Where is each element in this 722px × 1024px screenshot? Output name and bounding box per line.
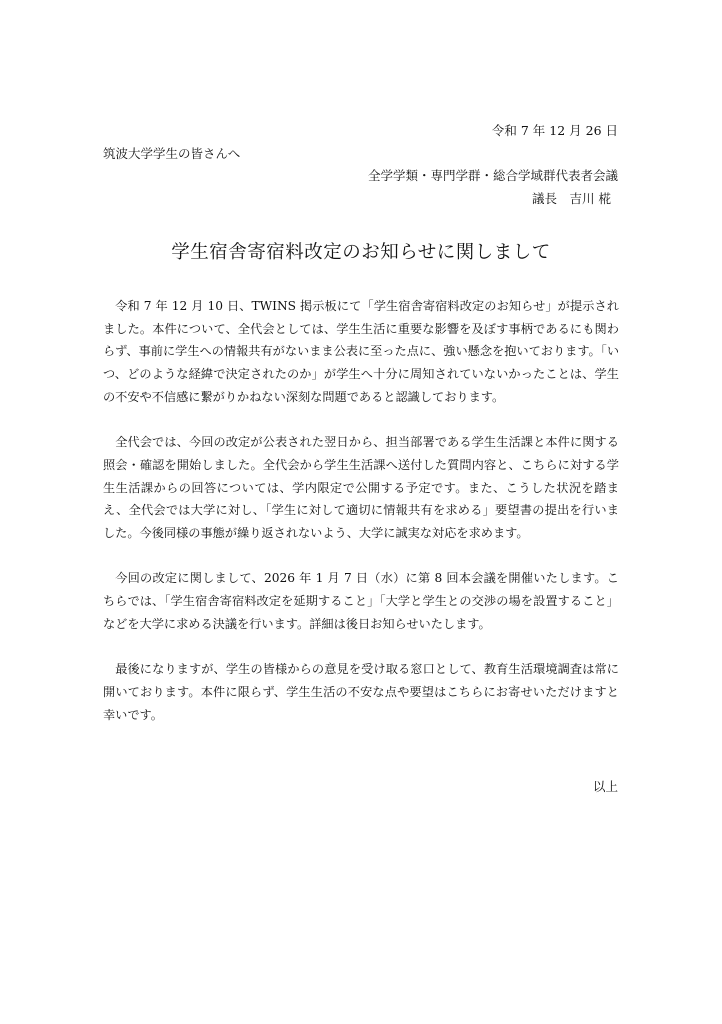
sender-organization: 全学学類・専門学群・総合学域群代表者会議 [367,168,618,183]
body-paragraph: 最後になりますが、学生の皆様からの意見を受け取る窓口として、教育生活環境調査は常に開いております。本件に限らず、学生生活の不安な点や要望はこちらにお寄せいただけますと幸いです。 [103,662,619,722]
letter-date: 令和 7 年 12 月 26 日 [491,123,618,138]
addressee: 筑波大学学生の皆さんへ [103,146,241,161]
letter-body [103,295,619,749]
body-paragraph: 令和 7 年 12 月 10 日、TWINS 掲示板にて「学生宿舎寄宿料改定のお知らせ」が提示されました。本件について、全代会としては、学生生活に重要な影響を及ぼす事柄であるにも関わらず、事前に学生への情報共有がないまま公表に至った点に、強い懸念を抱いております。「いつ、どのような経緯で決定されたのか」が学生へ十分に周知されていないかったことは、学生の不安や不信感に繋がりかねない深刻な問題であると認識しております。 [103,299,620,404]
closing-remark: 以上 [592,779,618,794]
document-title: 学生宿舎寄宿料改定のお知らせに関しまして [171,242,551,263]
body-paragraph: 今回の改定に関しまして、2026 年 1 月 7 日（水）に第 8 回本会議を開催いたします。こちらでは、「学生宿舎寄宿料改定を延期すること」「大学と学生との交渉の場を設置すること」などを大学に求める決議を行います。詳細は後日お知らせいたします。 [103,571,619,631]
body-paragraph: 全代会では、今回の改定が公表された翌日から、担当部署である学生生活課と本件に関する照会・確認を開始しました。全代会から学生生活課へ送付した質問内容と、こちらに対する学生生活課からの回答については、学内限定で公開する予定です。また、こうした状況を踏まえ、全代会では大学に対し、「学生に対して適切に情報共有を求める」要望書の提出を行いました。今後同様の事態が繰り返されないよう、大学に誠実な対応を求めます。 [103,435,619,541]
sender-name: 議長 吉川 椛 [532,191,611,206]
